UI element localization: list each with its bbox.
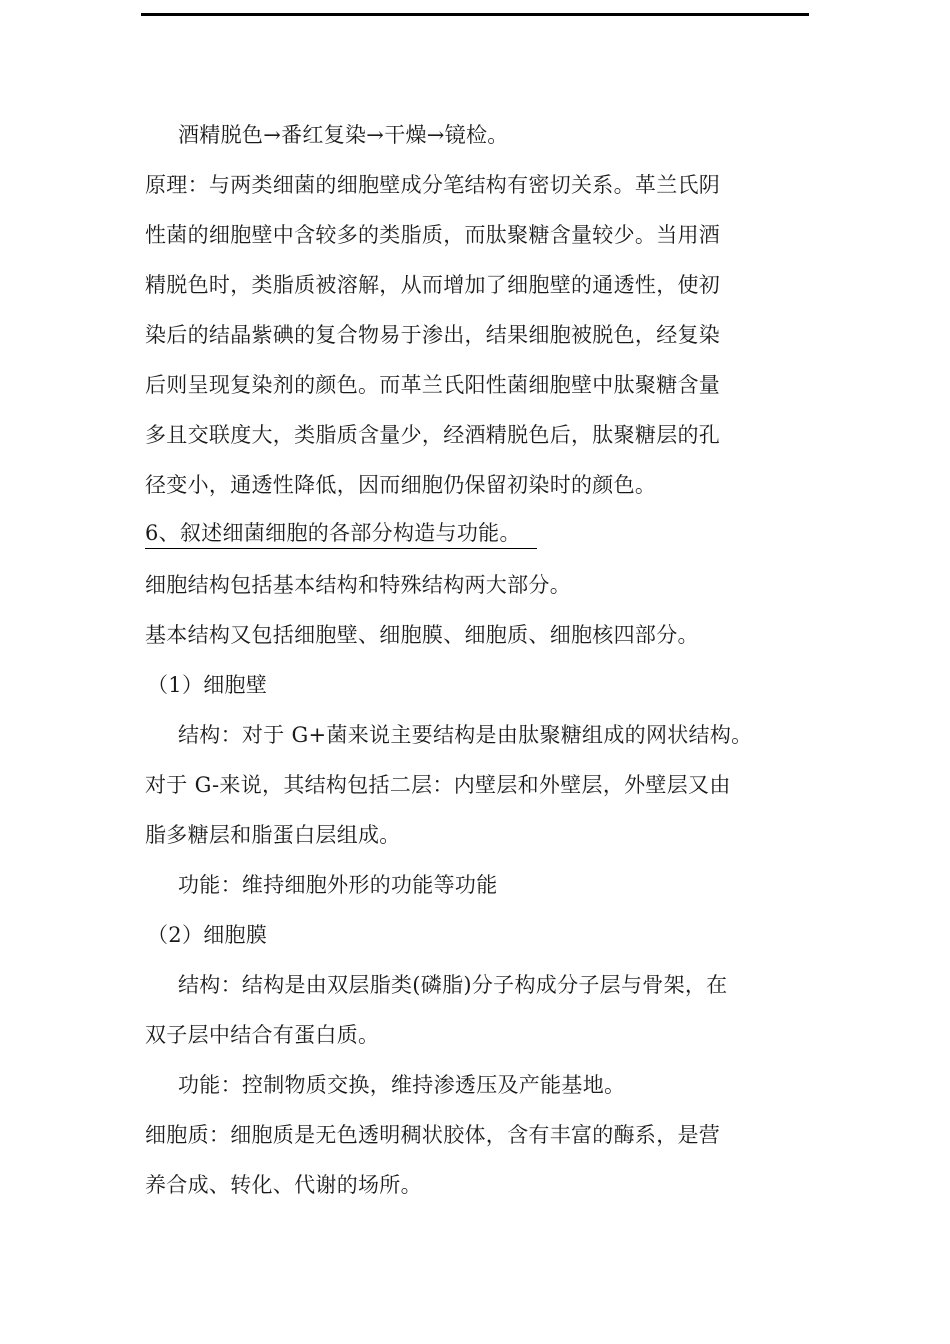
text-line: 细胞质：细胞质是无色透明稠状胶体，含有丰富的酶系，是营: [145, 1123, 721, 1147]
text-line: 基本结构又包括细胞壁、细胞膜、细胞质、细胞核四部分。: [145, 623, 699, 647]
text-line: 精脱色时，类脂质被溶解，从而增加了细胞壁的通透性，使初: [145, 273, 721, 297]
text-line: 径变小，通透性降低，因而细胞仍保留初染时的颜色。: [145, 473, 657, 497]
text-line: 原理：与两类细菌的细胞壁成分笔结构有密切关系。革兰氏阴: [145, 173, 721, 197]
text-line: 染后的结晶紫碘的复合物易于渗出，结果细胞被脱色，经复染: [145, 323, 721, 347]
section-heading: （1）细胞壁: [147, 673, 268, 697]
header-rule: [141, 13, 809, 16]
text-line: 酒精脱色→番红复染→干燥→镜检。: [178, 123, 509, 147]
text-line: 双子层中结合有蛋白质。: [145, 1023, 380, 1047]
text-line: 多且交联度大，类脂质含量少，经酒精脱色后，肽聚糖层的孔: [145, 423, 721, 447]
text-line: 养合成、转化、代谢的场所。: [145, 1173, 422, 1197]
text-line: 对于 G-来说，其结构包括二层：内壁层和外壁层，外壁层又由: [145, 773, 731, 797]
text-line: 结构：对于 G+菌来说主要结构是由肽聚糖组成的网状结构。: [178, 723, 753, 747]
text-line: 细胞结构包括基本结构和特殊结构两大部分。: [145, 573, 571, 597]
text-line: 性菌的细胞壁中含较多的类脂质，而肽聚糖含量较少。当用酒: [145, 223, 721, 247]
question-heading: 6、叙述细菌细胞的各部分构造与功能。: [145, 518, 537, 549]
section-heading: （2）细胞膜: [147, 923, 268, 947]
text-line: 功能：维持细胞外形的功能等功能: [178, 873, 498, 897]
text-line: 后则呈现复染剂的颜色。而革兰氏阳性菌细胞壁中肽聚糖含量: [145, 373, 721, 397]
text-line: 功能：控制物质交换，维持渗透压及产能基地。: [178, 1073, 626, 1097]
text-line: 结构：结构是由双层脂类(磷脂)分子构成分子层与骨架，在: [178, 973, 728, 997]
text-line: 脂多糖层和脂蛋白层组成。: [145, 823, 401, 847]
